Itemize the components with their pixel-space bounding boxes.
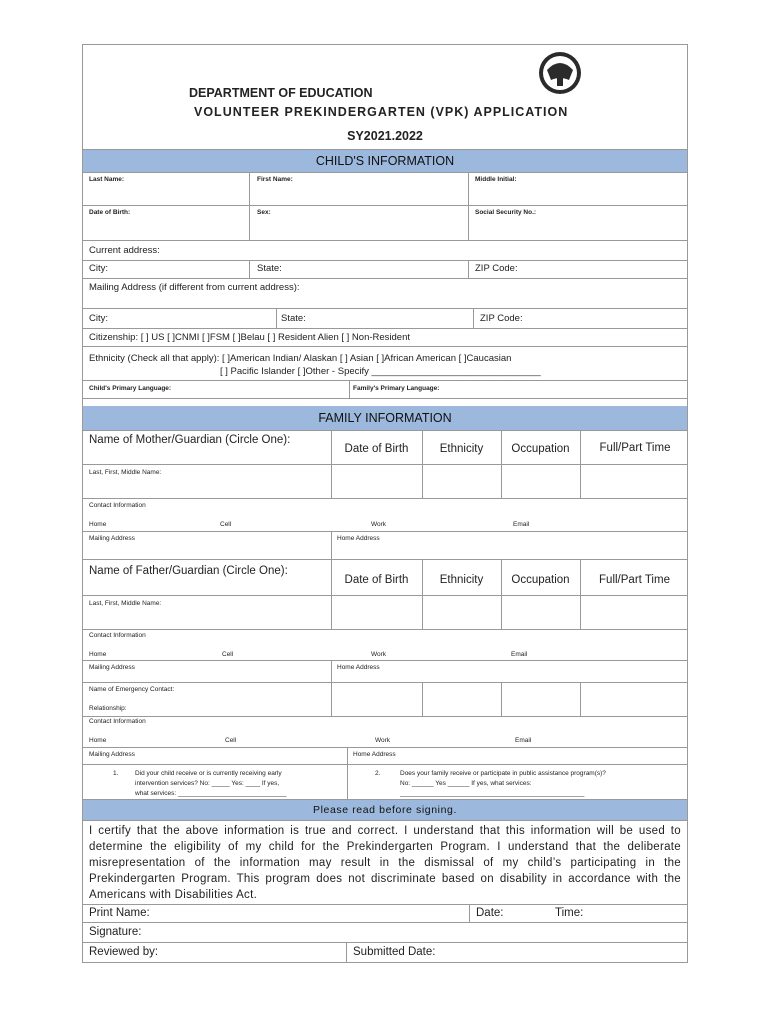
print-name-label: Print Name: <box>89 907 150 919</box>
dob-label: Date of Birth: <box>89 209 131 216</box>
certification-statement: I certify that the above information is true and correct. I understand that this information will be used to determine the eligibility of my child for the Prekindergarten Program. I understand that the deliberate misrepresentation of the information may result in the dismissal of my child’s participating in the Prekindergarten Program. This program does not discriminate based on disability in accordance with the Americans with Disabilities Act. <box>89 825 681 901</box>
mother-work-label: Work <box>371 521 387 528</box>
question-2-line1: Does your family receive or participate in public assistance program(s)? <box>400 770 606 777</box>
mother-name-format: Last, First, Middle Name: <box>89 469 162 476</box>
question-2-line3: ___________________________________________________ <box>400 790 585 797</box>
father-email-label: Email <box>511 651 528 658</box>
current-address-label: Current address: <box>89 245 160 256</box>
submitted-date-label: Submitted Date: <box>353 946 436 958</box>
emergency-cell-label: Cell <box>225 737 237 744</box>
question-2-line2: No: ______ Yes ______ If yes, what services: <box>400 780 532 787</box>
father-occupation-header: Occupation <box>511 574 570 586</box>
mother-home-label: Home <box>89 521 107 528</box>
middle-initial-label: Middle Initial: <box>475 176 517 183</box>
father-ethnicity-header: Ethnicity <box>439 574 484 586</box>
ssn-label: Social Security No.: <box>475 209 537 216</box>
emergency-email-label: Email <box>515 737 532 744</box>
department-title: DEPARTMENT OF EDUCATION <box>189 86 373 100</box>
application-title: VOLUNTEER PREKINDERGARTEN (VPK) APPLICATION <box>194 105 569 119</box>
child-language-label: Child's Primary Language: <box>89 385 172 392</box>
mother-cell-label: Cell <box>220 521 232 528</box>
father-work-label: Work <box>371 651 387 658</box>
mailing-zip-label: ZIP Code: <box>480 313 523 324</box>
first-name-label: First Name: <box>257 176 293 183</box>
signature-label: Signature: <box>89 926 142 938</box>
last-name-label: Last Name: <box>89 176 125 183</box>
mother-contact-label: Contact Information <box>89 502 146 509</box>
relationship-label: Relationship: <box>89 705 127 712</box>
mother-fullpart-header: Full/Part Time <box>599 442 671 454</box>
reviewed-by-label: Reviewed by: <box>89 946 159 958</box>
father-cell-label: Cell <box>222 651 234 658</box>
family-language-label: Family's Primary Language: <box>353 385 440 392</box>
family-information-header: FAMILY INFORMATION <box>83 406 687 430</box>
childs-information-header: CHILD'S INFORMATION <box>83 149 687 172</box>
question-1-line2: intervention services? No: _____ Yes: ____ If yes, <box>135 780 280 787</box>
mother-guardian-label: Name of Mother/Guardian (Circle One): <box>89 434 291 446</box>
emergency-work-label: Work <box>375 737 391 744</box>
mother-ethnicity-header: Ethnicity <box>439 443 484 455</box>
question-1-line1: Did your child receive or is currently receiving early <box>135 770 282 777</box>
mother-occupation-header: Occupation <box>511 443 570 455</box>
department-seal-logo <box>535 50 585 96</box>
mother-home-address-label: Home Address <box>337 535 380 542</box>
mother-dob-header: Date of Birth <box>344 443 409 455</box>
please-read-banner: Please read before signing. <box>83 800 687 820</box>
question-2-number: 2. <box>375 770 381 777</box>
sex-label: Sex: <box>257 209 271 216</box>
father-home-address-label: Home Address <box>337 664 380 671</box>
question-1-number: 1. <box>113 770 119 777</box>
state-label: State: <box>257 263 282 274</box>
father-guardian-label: Name of Father/Guardian (Circle One): <box>89 565 288 577</box>
emergency-home-label: Home <box>89 737 107 744</box>
father-contact-label: Contact Information <box>89 632 146 639</box>
question-1-line3: what services: ______________________________ <box>135 790 287 797</box>
application-form <box>82 44 688 963</box>
mailing-city-label: City: <box>89 313 108 324</box>
mother-mailing-label: Mailing Address <box>89 535 135 542</box>
father-name-format: Last, First, Middle Name: <box>89 600 162 607</box>
mother-email-label: Email <box>513 521 530 528</box>
ethnicity-options-line2: [ ] Pacific Islander [ ]Other - Specify ________________________________ <box>220 366 541 377</box>
mailing-address-label: Mailing Address (if different from current address): <box>89 282 300 293</box>
time-label: Time: <box>555 907 584 919</box>
emergency-home-address-label: Home Address <box>353 751 396 758</box>
emergency-contact-info-label: Contact Information <box>89 718 146 725</box>
citizenship-options: Citizenship: [ ] US [ ]CNMI [ ]FSM [ ]Belau [ ] Resident Alien [ ] Non-Resident <box>89 332 411 343</box>
father-fullpart-header: Full/Part Time <box>599 574 670 586</box>
emergency-mailing-label: Mailing Address <box>89 751 135 758</box>
city-label: City: <box>89 263 108 274</box>
school-year: SY2021.2022 <box>347 129 423 143</box>
father-home-label: Home <box>89 651 107 658</box>
zip-label: ZIP Code: <box>475 263 518 274</box>
father-dob-header: Date of Birth <box>344 574 409 586</box>
emergency-contact-label: Name of Emergency Contact: <box>89 686 175 693</box>
father-mailing-label: Mailing Address <box>89 664 135 671</box>
mailing-state-label: State: <box>281 313 306 324</box>
date-label: Date: <box>476 907 504 919</box>
ethnicity-options-line1: Ethnicity (Check all that apply): [ ]American Indian/ Alaskan [ ] Asian [ ]African American [ ]Caucasian <box>89 353 512 364</box>
